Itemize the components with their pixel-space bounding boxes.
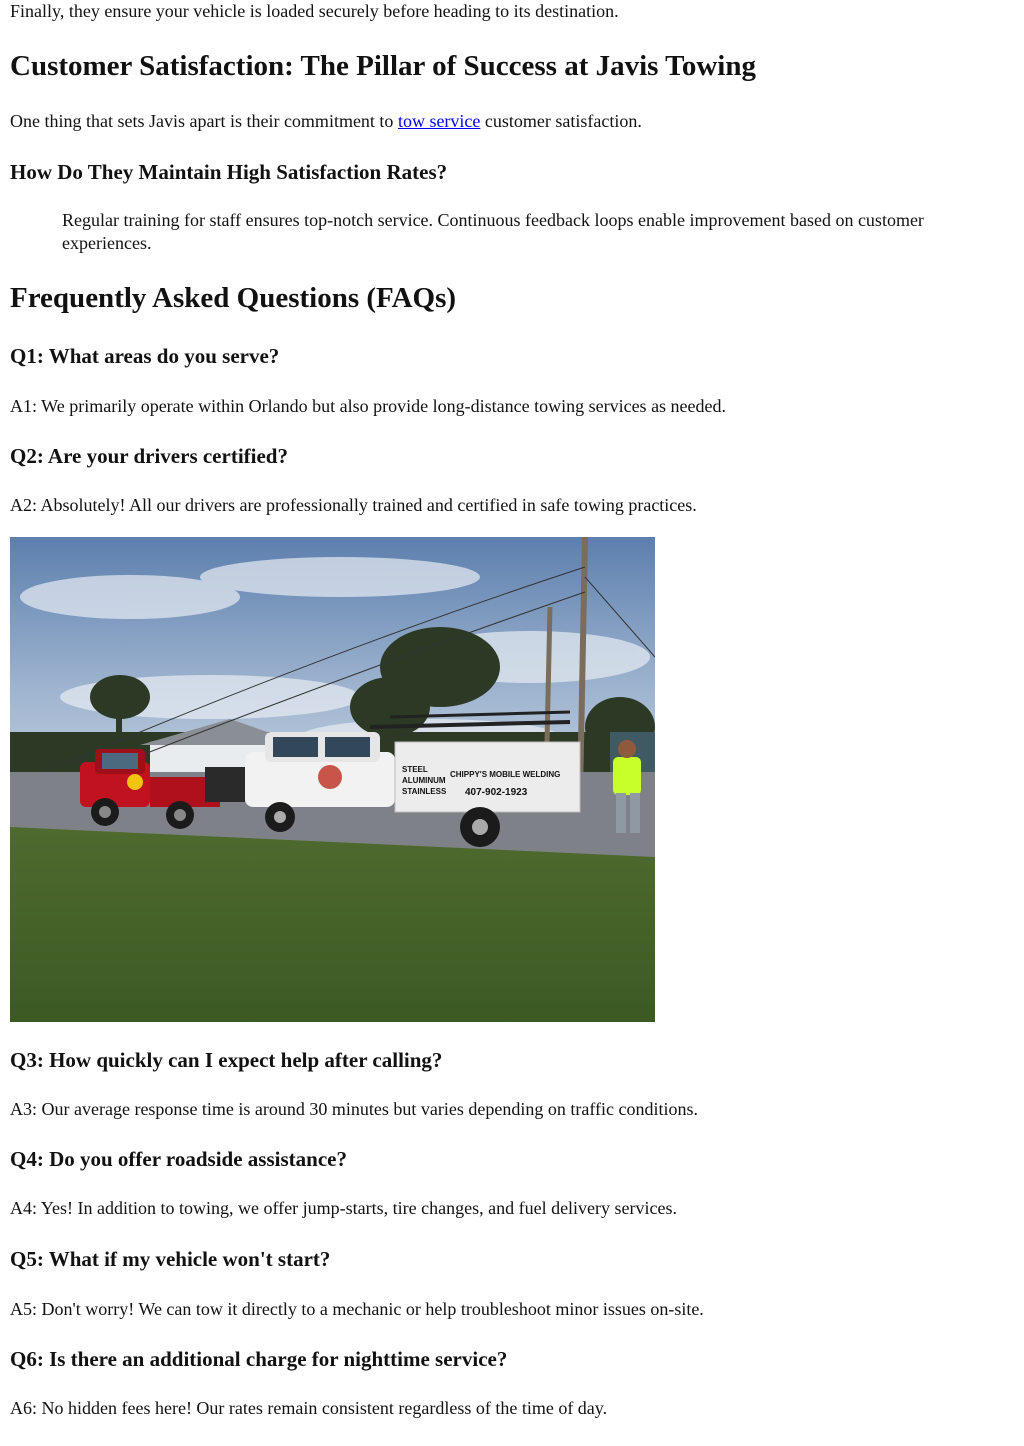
faq-question-1: Q1: What areas do you serve? xyxy=(10,344,280,368)
faq-heading: Frequently Asked Questions (FAQs) xyxy=(10,282,457,314)
faq-question-2: Q2: Are your drivers certified? xyxy=(10,444,288,468)
faq-answer-1: A1: We primarily operate within Orlando but also provide long-distance towing services as needed. xyxy=(10,396,727,416)
tow-service-link[interactable]: tow service xyxy=(397,111,481,131)
faq-answer-2: A2: Absolutely! All our drivers are professionally trained and certified in safe towing practices. xyxy=(10,495,697,515)
lawn xyxy=(10,827,655,1022)
faq-question-3: Q3: How quickly can I expect help after calling? xyxy=(10,1048,443,1072)
truck-sign-stainless: STAINLESS xyxy=(402,787,447,796)
satisfaction-text-after: customer satisfaction. xyxy=(480,111,642,131)
satisfaction-text-before: One thing that sets Javis apart is their commitment to xyxy=(10,111,398,131)
faq-question-6: Q6: Is there an additional charge for nighttime service? xyxy=(10,1347,508,1371)
truck-sign-steel: STEEL xyxy=(402,765,428,774)
faq-answer-5: A5: Don't worry! We can tow it directly to a mechanic or help troubleshoot minor issues on-site. xyxy=(10,1299,704,1319)
truck-sign-phone: 407-902-1923 xyxy=(465,787,528,798)
satisfaction-blockquote: Regular training for staff ensures top-notch service. Continuous feedback loops enable improvement based on customer experiences. xyxy=(62,210,924,253)
faq-answer-4: A4: Yes! In addition to towing, we offer jump-starts, tire changes, and fuel delivery services. xyxy=(10,1198,678,1218)
faq-question-5: Q5: What if my vehicle won't start? xyxy=(10,1247,331,1271)
satisfaction-heading: Customer Satisfaction: The Pillar of Success at Javis Towing xyxy=(10,50,756,82)
faq-answer-6: A6: No hidden fees here! Our rates remain consistent regardless of the time of day. xyxy=(10,1398,608,1418)
faq-question-4: Q4: Do you offer roadside assistance? xyxy=(10,1147,347,1171)
truck-sign-aluminum: ALUMINUM xyxy=(402,776,446,785)
tow-truck-photo xyxy=(10,537,655,1022)
satisfaction-paragraph xyxy=(10,110,642,133)
faq-answer-3: A3: Our average response time is around 30 minutes but varies depending on traffic conditions. xyxy=(10,1099,698,1119)
satisfaction-subheading: How Do They Maintain High Satisfaction Rates? xyxy=(10,160,448,184)
truck-sign-business: CHIPPY'S MOBILE WELDING xyxy=(450,770,561,779)
intro-paragraph: Finally, they ensure your vehicle is loaded securely before heading to its destination. xyxy=(10,1,619,21)
